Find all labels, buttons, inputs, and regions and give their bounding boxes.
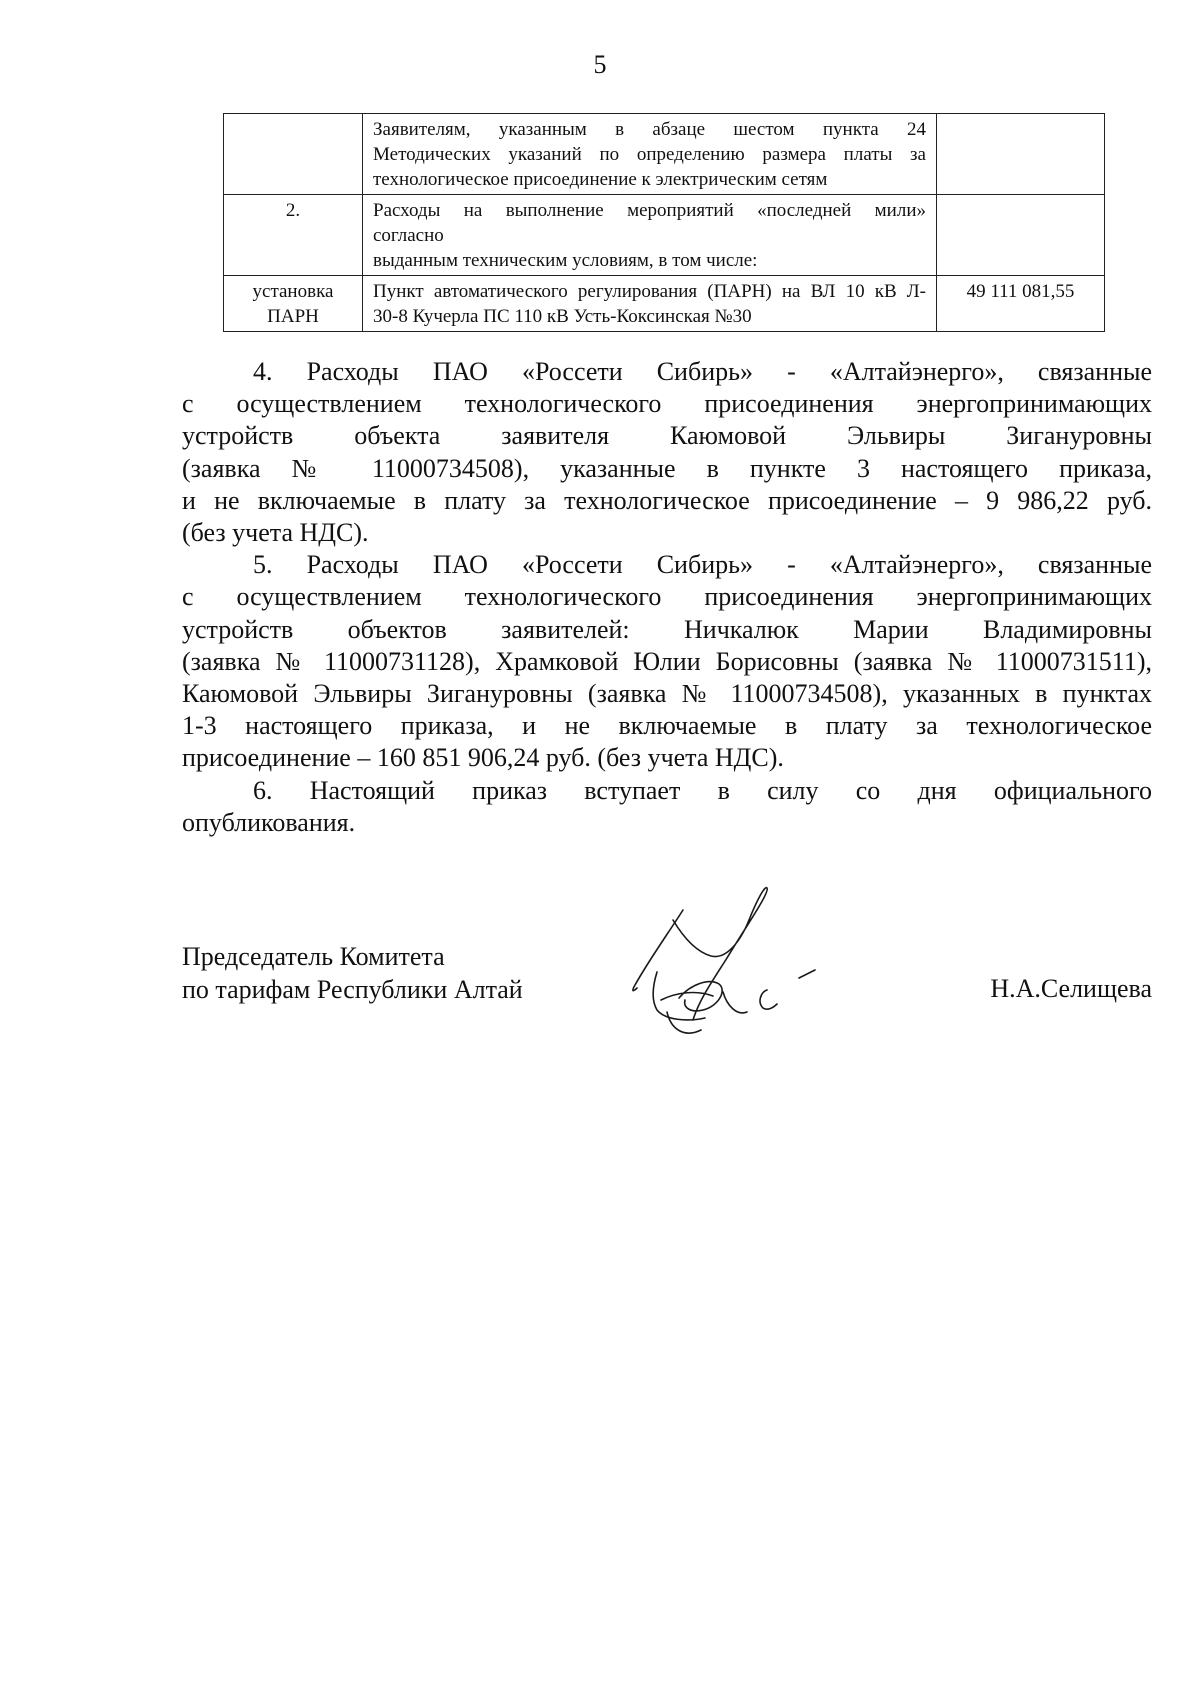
table-cell-description bbox=[363, 276, 937, 332]
table-cell-description bbox=[363, 114, 937, 195]
table-cell-amount bbox=[937, 195, 1105, 276]
signatory-name: Н.А.Селищева bbox=[990, 974, 1152, 1003]
table-cell-line: ПАРН bbox=[267, 306, 319, 327]
table-row bbox=[224, 195, 1105, 276]
signatory-title-line: Председатель Комитета bbox=[182, 942, 445, 971]
table-cell-amount: 49 111 081,55 bbox=[937, 276, 1105, 332]
page-number: 5 bbox=[593, 50, 607, 79]
table-row bbox=[224, 276, 1105, 332]
paragraph-line: 6. Настоящий приказ вступает в силу со дня официального bbox=[253, 775, 1152, 805]
table-cell-line: согласно bbox=[373, 225, 444, 246]
table-cell-description bbox=[363, 195, 937, 276]
table-cell-amount bbox=[937, 114, 1105, 195]
paragraph-line: (без учета НДС). bbox=[182, 518, 369, 548]
table-cell-line: Расходы на выполнение мероприятий «последней мили» bbox=[373, 200, 926, 221]
paragraph-line: (заявка № 11000734508), указанные в пункте 3 настоящего приказа, bbox=[182, 453, 1152, 483]
paragraph-line: с осуществлением технологического присоединения энергопринимающих bbox=[182, 389, 1152, 419]
signatory-title-line: по тарифам Республики Алтай bbox=[182, 974, 523, 1004]
table-cell-line: выданным техническим условиям, в том числе: bbox=[373, 250, 758, 271]
table-cell-number bbox=[224, 276, 363, 332]
paragraph-line: 1-3 настоящего приказа, и не включаемые в плату за технологическое bbox=[182, 711, 1152, 741]
table-cell-line: Пункт автоматического регулирования (ПАРН) на ВЛ 10 кВ Л- bbox=[373, 281, 926, 302]
paragraph-line: (заявка № 11000731128), Храмковой Юлии Борисовны (заявка № 11000731511), bbox=[182, 646, 1152, 676]
paragraph-line: Каюмовой Эльвиры Зигануровны (заявка № 11000734508), указанных в пунктах bbox=[182, 679, 1152, 709]
paragraph-line: устройств объектов заявителей: Ничкалюк Марии Владимировны bbox=[182, 614, 1152, 644]
table-row bbox=[224, 114, 1105, 195]
order-body bbox=[182, 356, 1152, 839]
paragraph-6 bbox=[182, 775, 1152, 839]
table-cell-line: технологическое присоединение к электрическим сетям bbox=[373, 169, 828, 190]
table-cell-line: Заявителям, указанным в абзаце шестом пункта 24 bbox=[373, 119, 926, 140]
table-cell-line: установка bbox=[252, 281, 334, 302]
table-cell-number: 2. bbox=[224, 195, 363, 276]
table-cell-number bbox=[224, 114, 363, 195]
paragraph-line: и не включаемые в плату за технологическое присоединение – 9 986,22 руб. bbox=[182, 485, 1152, 515]
paragraph-4 bbox=[182, 356, 1152, 549]
paragraph-line: с осуществлением технологического присоединения энергопринимающих bbox=[182, 582, 1152, 612]
paragraph-line: опубликования. bbox=[182, 807, 356, 837]
cost-table bbox=[223, 113, 1105, 332]
paragraph-line: присоединение – 160 851 906,24 руб. (без учета НДС). bbox=[182, 743, 784, 773]
paragraph-line: 5. Расходы ПАО «Россети Сибирь» - «Алтайэнерго», связанные bbox=[253, 550, 1152, 580]
signatory-title bbox=[182, 941, 523, 1006]
table-cell-line: Методических указаний по определению размера платы за bbox=[373, 144, 926, 165]
paragraph-5 bbox=[182, 549, 1152, 774]
handwritten-signature bbox=[627, 880, 837, 1045]
paragraph-line: 4. Расходы ПАО «Россети Сибирь» - «Алтайэнерго», связанные bbox=[253, 357, 1152, 386]
table-cell-line: 30-8 Кучерла ПС 110 кВ Усть-Коксинская №30 bbox=[373, 306, 752, 327]
paragraph-line: устройств объекта заявителя Каюмовой Эльвиры Зигануровны bbox=[182, 421, 1152, 451]
